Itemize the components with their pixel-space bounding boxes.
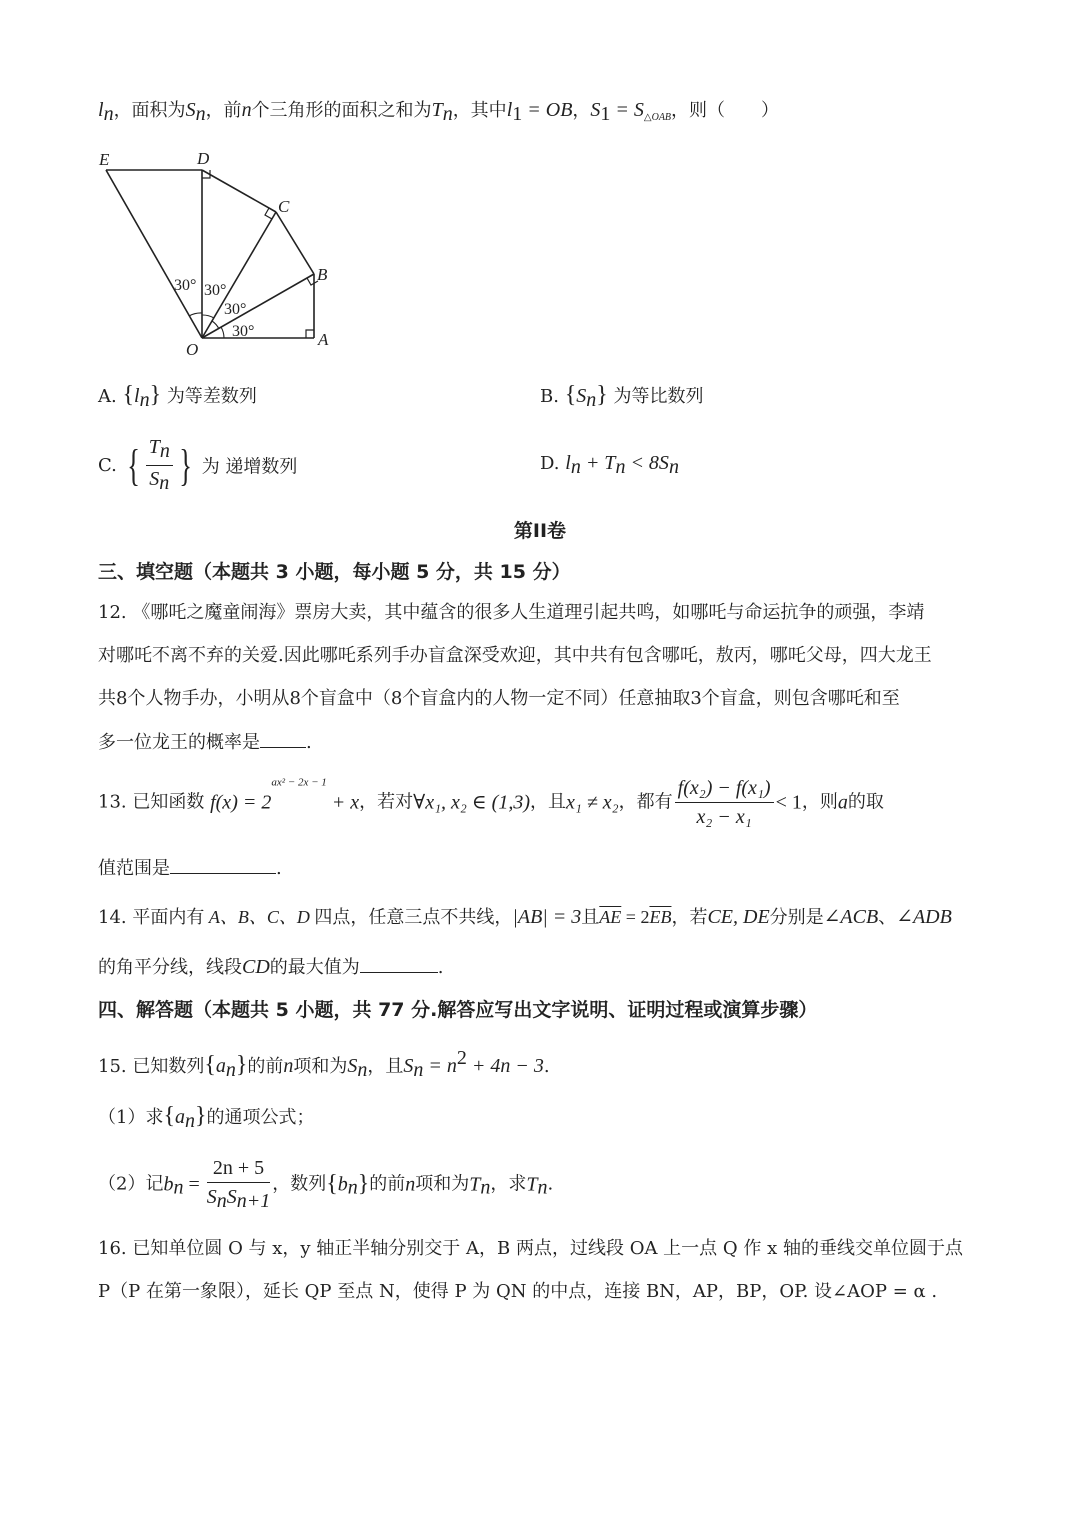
- math: l: [134, 385, 140, 407]
- denominator: x₂ − x₁: [696, 806, 752, 828]
- option-letter: B.: [540, 386, 559, 407]
- text: ，且: [367, 1056, 404, 1077]
- text: .: [547, 1173, 554, 1195]
- text: .: [306, 732, 312, 753]
- q15-part-2: [98, 1156, 553, 1213]
- point-label-B: B: [317, 265, 328, 284]
- option-letter: C.: [98, 455, 117, 476]
- numerator: f(x₂) − f(x₁): [675, 776, 774, 803]
- math: + 4n − 3: [466, 1055, 544, 1077]
- q14-line-1: [98, 905, 952, 929]
- segment-OC: [202, 212, 276, 338]
- q13-line-1: [98, 776, 884, 829]
- math: S: [403, 1055, 414, 1077]
- q12-line: 共8个人物手办，小明从8个盲盒中（8个盲盒内的人物一定不同）任意抽取3个盲盒，则包含哪吒和至: [98, 688, 900, 709]
- math: S: [576, 385, 587, 407]
- brace: {: [163, 1103, 175, 1129]
- angle-label: 30°: [224, 301, 247, 318]
- vector: $\overline{AE}$: [599, 907, 622, 927]
- point-label-C: C: [278, 197, 290, 216]
- text: .: [543, 1056, 550, 1077]
- right-angle-mark-A: [306, 330, 314, 338]
- section-heading-fill-in: 三、填空题（本题共 3 小题，每小题 5 分，共 15 分）: [98, 561, 571, 583]
- brace: }: [357, 1171, 370, 1198]
- math: ∠ACB: [823, 906, 879, 928]
- text: （1）求: [98, 1107, 164, 1128]
- subscript: n: [570, 456, 581, 478]
- angle-arc-2: [212, 321, 219, 329]
- math: l: [565, 452, 571, 474]
- math-eq-S: = S: [610, 99, 644, 121]
- math: < 1: [775, 791, 802, 814]
- brace: }: [596, 382, 608, 408]
- text: .: [437, 957, 444, 978]
- section-heading-answer: 四、解答题（本题共 5 小题，共 77 分.解答应写出文字说明、证明过程或演算步骤）: [98, 999, 818, 1021]
- math: b: [163, 1173, 174, 1196]
- subscript: n: [442, 103, 453, 125]
- math: ∀x₁, x₂ ∈ (1,3): [413, 791, 530, 814]
- text: ，面积为: [113, 100, 186, 121]
- subscript: n: [480, 1176, 491, 1199]
- math-S: S: [185, 99, 196, 121]
- text: ，: [572, 100, 591, 121]
- text: 多一位龙王的概率是: [98, 732, 260, 753]
- fraction: [146, 436, 173, 495]
- text: 的前: [369, 1173, 406, 1195]
- math-eq: =: [183, 1173, 205, 1196]
- answer-blank[interactable]: [360, 956, 438, 973]
- subscript: n: [413, 1059, 424, 1081]
- subscript: n+1: [236, 1190, 271, 1212]
- math: ∠ADB: [896, 906, 952, 928]
- subscript: n: [139, 389, 150, 411]
- math: CE, DE: [707, 906, 770, 928]
- subscript: n: [347, 1176, 358, 1199]
- q13-line-2: [98, 857, 282, 880]
- subscript: n: [103, 103, 114, 125]
- option-text: 为等差数列: [166, 386, 257, 407]
- math: CD: [242, 956, 270, 978]
- option-D[interactable]: [540, 452, 679, 479]
- math: |AB| = 3: [512, 906, 582, 928]
- point-label-O: O: [186, 340, 199, 359]
- text: 四点，任意三点不共线，: [314, 907, 513, 928]
- math-n: n: [241, 99, 252, 121]
- answer-blank[interactable]: [170, 857, 276, 874]
- angle-label: 30°: [232, 323, 255, 340]
- text: 个三角形的面积之和为: [251, 100, 432, 121]
- text: 13. 已知函数: [98, 791, 205, 813]
- text: 项和为: [293, 1056, 348, 1077]
- math: A、B、C、D: [204, 907, 315, 927]
- q12-line: [98, 731, 312, 754]
- geometry-diagram: [90, 140, 350, 360]
- brace: {: [122, 382, 134, 408]
- math: x₁ ≠ x₂: [566, 791, 619, 814]
- angle-label: 30°: [174, 277, 197, 294]
- denominator: S: [226, 1186, 237, 1208]
- text: ，都有: [618, 791, 673, 813]
- text: ，数列: [272, 1173, 327, 1195]
- denominator: S: [149, 468, 160, 490]
- math: n: [405, 1173, 416, 1196]
- numerator: T: [148, 436, 160, 458]
- subscript: n: [537, 1176, 548, 1199]
- brace: {: [204, 1052, 216, 1078]
- text: ，且: [530, 791, 566, 813]
- exponent: ax² − 2x − 1: [271, 776, 327, 789]
- brace: {: [126, 441, 140, 490]
- text: 14. 平面内有: [98, 907, 205, 928]
- math: S: [347, 1055, 358, 1077]
- text: ，其中: [452, 100, 507, 121]
- math: n: [283, 1055, 294, 1077]
- option-letter: A.: [98, 386, 117, 407]
- fraction: [207, 1156, 271, 1213]
- math: b: [337, 1173, 348, 1196]
- angle-arc-1: [221, 327, 224, 338]
- subscript: n: [195, 103, 206, 125]
- vector: $\overline{EB}$: [649, 907, 672, 927]
- math-l: l: [98, 99, 104, 121]
- text: ，前: [205, 100, 242, 121]
- angle-label: 30°: [204, 282, 227, 299]
- subscript: 1: [512, 103, 523, 125]
- math: T: [469, 1173, 481, 1196]
- subscript: n: [668, 456, 679, 478]
- text: 的前: [247, 1056, 284, 1077]
- text: ，求: [490, 1173, 527, 1195]
- math: T: [526, 1173, 538, 1196]
- text: 且: [581, 907, 600, 928]
- math-l1: l: [506, 99, 513, 121]
- math: = n: [423, 1055, 457, 1077]
- text: 的通项公式；: [206, 1107, 315, 1128]
- subscript: n: [357, 1059, 368, 1081]
- answer-blank[interactable]: [260, 731, 306, 748]
- option-B[interactable]: [540, 382, 703, 412]
- math: + T: [580, 452, 616, 474]
- text: 的角平分线，线段: [98, 957, 242, 978]
- brace: }: [235, 1052, 248, 1078]
- option-C[interactable]: [98, 436, 297, 495]
- subscript: n: [615, 456, 626, 478]
- fraction: [675, 776, 774, 829]
- brace: }: [149, 382, 162, 408]
- subscript: n: [159, 472, 170, 494]
- text: 的取: [847, 791, 884, 813]
- text: ，则（ ）: [671, 100, 780, 121]
- text: （2）记: [98, 1173, 164, 1195]
- q16-line: P（P 在第一象限），延长 QP 至点 N，使得 P 为 QN 的中点，连接 BN，AP，BP，OP. 设∠AOP = α .: [98, 1281, 938, 1302]
- math: < 8S: [625, 452, 669, 474]
- math-eq-OB: = OB: [522, 99, 573, 121]
- segment-BC: [276, 212, 314, 274]
- text: ，若对: [359, 791, 414, 813]
- math: a: [837, 791, 848, 814]
- point-label-E: E: [99, 150, 110, 169]
- point-label-A: A: [318, 330, 329, 349]
- math-T: T: [431, 99, 443, 121]
- text: .: [276, 858, 282, 879]
- option-text: 为等比数列: [613, 386, 704, 407]
- option-letter: D.: [540, 453, 560, 474]
- text: 、: [878, 907, 897, 928]
- superscript: 2: [456, 1047, 467, 1069]
- math: + x: [326, 791, 360, 814]
- text: 的最大值为: [269, 957, 360, 978]
- math: = 2: [621, 907, 650, 927]
- denominator: S: [206, 1186, 217, 1208]
- math-S1: S: [590, 99, 601, 121]
- angle-arc-3: [202, 315, 214, 318]
- q12-line: 12. 《哪吒之魔童闹海》票房大卖，其中蕴含的很多人生道理引起共鸣，如哪吒与命运抗争的顽强，李靖: [98, 602, 925, 623]
- math: a: [215, 1055, 226, 1077]
- text: 分别是: [769, 907, 824, 928]
- q12-line: 对哪吒不离不弃的关爱.因此哪吒系列手办盲盒深受欢迎，其中共有包含哪吒，敖丙，哪吒父母，四大龙王: [98, 645, 932, 666]
- text: ，若: [671, 907, 708, 928]
- subscript: 1: [600, 103, 611, 125]
- q14-line-2: [98, 955, 444, 979]
- subscript: n: [586, 389, 597, 411]
- question-11-stem-continued: [98, 98, 779, 126]
- numerator: 2n + 5: [207, 1156, 271, 1183]
- brace: {: [564, 382, 577, 408]
- subscript-oab: △OAB: [643, 112, 672, 123]
- subscript: n: [225, 1059, 236, 1081]
- text: 项和为: [415, 1173, 470, 1195]
- point-label-D: D: [197, 149, 210, 168]
- text: 值范围是: [98, 858, 170, 879]
- text: 15. 已知数列: [98, 1056, 205, 1077]
- brace: }: [194, 1103, 207, 1129]
- brace: {: [326, 1171, 338, 1198]
- angle-arc-4: [189, 313, 202, 316]
- option-A[interactable]: [98, 382, 257, 412]
- text: ，则: [801, 791, 838, 813]
- brace: }: [179, 441, 192, 490]
- math: a: [174, 1106, 185, 1128]
- math-function: f(x) = 2: [210, 791, 272, 814]
- subscript: n: [216, 1190, 227, 1212]
- subscript: n: [173, 1176, 184, 1199]
- q15-stem: [98, 1046, 550, 1082]
- option-text: 为 递增数列: [201, 456, 298, 478]
- segment-OE: [106, 170, 202, 338]
- q15-part-1: [98, 1102, 315, 1133]
- subscript: n: [159, 440, 170, 462]
- q16-line: 16. 已知单位圆 O 与 x，y 轴正半轴分别交于 A，B 两点，过线段 OA 上一点 Q 作 x 轴的垂线交单位圆于点: [98, 1238, 963, 1259]
- subscript: n: [184, 1110, 195, 1132]
- segment-CD: [202, 170, 276, 212]
- section-title: 第II卷: [513, 520, 567, 542]
